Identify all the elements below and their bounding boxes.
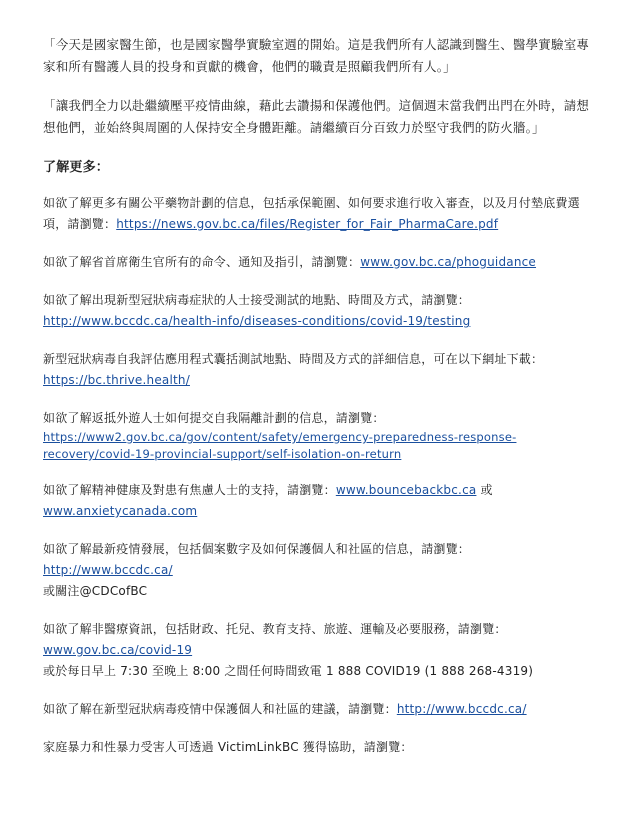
info-item-self-isolation: [43, 408, 599, 463]
info-text: 如欲了解最新疫情發展，包括個案數字及如何保護個人和社區的信息，請瀏覽：: [43, 542, 471, 556]
document-page: [43, 34, 599, 775]
quote-paragraph-2: 「讓我們全力以赴繼續壓平疫情曲線，藉此去讚揚和保護他們。這個週末當我們出門在外時，請想想他們，並始終與周圍的人保持安全身體距離。請繼續百分百致力於堅守我們的防火牆。」: [43, 98, 590, 135]
anxiety-canada-link[interactable]: www.anxietycanada.com: [43, 504, 198, 518]
info-item-self-assessment: [43, 349, 599, 391]
info-item-protection-advice: [43, 699, 599, 720]
info-text: 新型冠狀病毒自我評估應用程式囊括測試地點、時間及方式的詳細信息，可在以下網址下載：: [43, 352, 544, 366]
info-item-latest-updates: [43, 539, 599, 602]
info-text: 如欲了解更多有關公平藥物計劃的信息，包括承保範圍、如何要求進行收入審查，以及月付墊底費選項，請瀏覽：: [43, 196, 580, 231]
self-isolation-link[interactable]: [43, 429, 599, 463]
phone-info-text: 或於每日早上 7:30 至晚上 8:00 之間任何時間致電 1 888 COVID19 (1 888 268-4319): [43, 664, 534, 678]
pharmacare-link[interactable]: https://news.gov.bc.ca/files/Register_for_Fair_PharmaCare.pdf: [116, 217, 499, 231]
info-item-pharmacare: [43, 193, 599, 235]
info-text: 如欲了解出現新型冠狀病毒症狀的人士接受測試的地點、時間及方式，請瀏覽：: [43, 293, 471, 307]
quote-paragraph-1: 「今天是國家醫生節，也是國家醫學實驗室週的開始。這是我們所有人認識到醫生、醫學實驗室專家和所有醫護人員的投身和貢獻的機會，他們的職責是照顧我們所有人。」: [43, 37, 590, 74]
info-text: 如欲了解返抵外遊人士如何提交自我隔離計劃的信息，請瀏覽：: [43, 411, 385, 425]
follow-cdc-text: 或關注@CDCofBC: [43, 584, 148, 598]
self-isolation-link-line-1: https://www2.gov.bc.ca/gov/content/safety/emergency-preparedness-response-: [43, 430, 517, 444]
pho-guidance-link[interactable]: www.gov.bc.ca/phoguidance: [360, 255, 537, 269]
info-text: 如欲了解精神健康及對患有焦慮人士的支持，請瀏覽：: [43, 483, 336, 497]
info-item-mental-health: [43, 480, 599, 522]
info-item-testing: [43, 290, 599, 332]
info-item-pho-guidance: [43, 252, 599, 273]
info-text: 如欲了解非醫療資訊，包括財政、托兒、教育支持、旅遊、運輸及必要服務，請瀏覽：: [43, 622, 507, 636]
testing-link[interactable]: http://www.bccdc.ca/health-info/diseases-conditions/covid-19/testing: [43, 314, 471, 328]
bounceback-link[interactable]: www.bouncebackbc.ca: [335, 483, 477, 497]
gov-covid19-link[interactable]: www.gov.bc.ca/covid-19: [43, 643, 193, 657]
info-text: 如欲了解在新型冠狀病毒疫情中保護個人和社區的建議，請瀏覽：: [43, 702, 397, 716]
info-text: 如欲了解省首席衛生官所有的命令、通知及指引，請瀏覽：: [43, 255, 361, 269]
or-joiner: 或: [480, 483, 493, 497]
self-isolation-link-line-2: recovery/covid-19-provincial-support/self-isolation-on-return: [43, 447, 402, 461]
info-item-non-medical: [43, 619, 599, 682]
learn-more-heading: 了解更多：: [43, 160, 110, 175]
thrive-health-link[interactable]: https://bc.thrive.health/: [43, 373, 190, 387]
bccdc-link[interactable]: http://www.bccdc.ca/: [43, 563, 173, 577]
info-item-victimlink: [43, 737, 599, 758]
bccdc-advice-link[interactable]: http://www.bccdc.ca/: [396, 702, 527, 716]
info-text: 家庭暴力和性暴力受害人可透過 VictimLinkBC 獲得協助，請瀏覽：: [43, 740, 413, 754]
